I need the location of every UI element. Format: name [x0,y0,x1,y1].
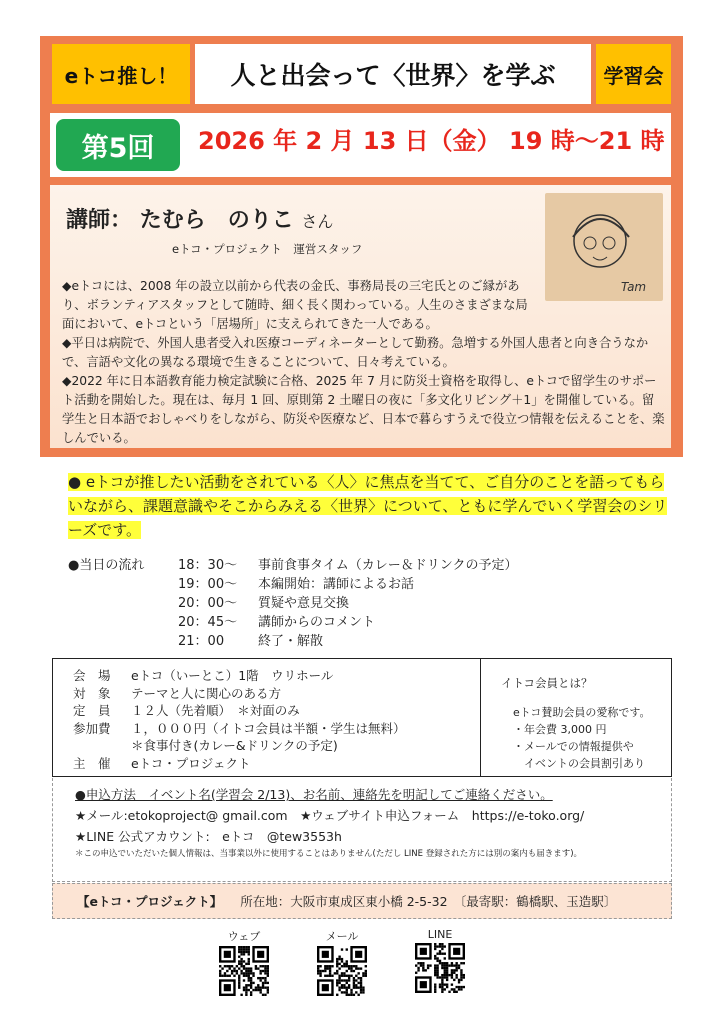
info-value: テーマと人に関心のある方 [131,685,282,701]
info-value: eトコ・プロジェクト [131,755,251,771]
info-key: 定 員 [73,703,111,718]
lecturer-portrait [545,193,663,301]
info-value: ＊食事付き(カレー&ドリンクの予定) [131,738,338,753]
qr-mail[interactable] [312,928,372,996]
footer-address: 所在地：大阪市東成区東小橋 2-5-32 〔最寄駅：鶴橋駅、玉造駅〕 [240,894,617,909]
intro-highlight: ● eトコが推したい活動をされている〈人〉に焦点を当てて、ご自分のことを語ってもらいながら、課題意識やそこからみえる〈世界〉について、ともに学んでいく学習会のシリーズです。 [68,473,668,539]
bio-paragraph: ◆eトコには、2008 年の設立以前から代表の金氏、事務局長の三宅氏とのご縁があり、ボランティアスタッフとして随時、細く長く関わっている。人生のさまざまな局面において、eトコという「居場所」に支えられてきた一人である。 [62,279,528,331]
event-date: 2026 年 2 月 13 日（金） 19 時～21 時 [198,127,665,155]
qr-code-icon [415,943,465,993]
bio-paragraph: ◆2022 年に日本語教育能力検定試験に合格、2025 年 7 月に防災士資格を取得し、eトコで留学生のサポート活動を開始した。現在は、毎月 1 回、原則第 2 土曜日の夜に「多文化リビング＋1」を開催している。留学生と日本語でおしゃべりをしながら、防災や医療など、日本で暮らすうえで役立つ情報を伝えることを、楽しんでいる。 [62,374,665,445]
event-title: 人と出会って〈世界〉を学ぶ [195,44,591,104]
schedule-time: 18：30～ [178,558,238,573]
event-type: 学習会 [596,44,671,104]
info-key [73,737,131,755]
schedule-text: 講師からのコメント [258,615,376,630]
info-key: 主 催 [73,755,111,771]
schedule-time: 20：45～ [178,615,238,630]
qr-web[interactable] [214,928,274,996]
schedule-time: 19：00～ [178,577,238,592]
qr-label: ウェブ [227,930,261,943]
member-line: eトコ賛助会員の愛称です。 [513,706,651,719]
info-key: 対 象 [73,685,111,701]
member-line: ・メールでの情報提供や [513,740,634,753]
info-value: １，０００円（イトコ会員は半額・学生は無料） [131,720,406,736]
qr-label: LINE [427,928,453,941]
info-value: eトコ（いーとこ）1階 ウリホール [131,668,334,683]
apply-heading: ●申込方法 イベント名(学習会 2/13)、お名前、連絡先を明記してご連絡ください。 [75,787,553,802]
schedule-text: 本編開始：講師によるお話 [258,577,415,592]
member-line: ・年会費 3,000 円 [513,723,607,736]
intro-text [68,470,668,542]
tag-label: eトコ推し！ [52,44,190,104]
apply-line[interactable]: ★LINE 公式アカウント: eトコ @tew3553h [75,829,342,844]
application-section [52,778,672,882]
qr-code-icon [317,946,367,996]
lecturer-name: たむら のりこ [139,208,294,233]
privacy-note: ＊この申込でいただいた個人情報は、当事業以外に使用することはありません(ただし LINE 登録された方には別の案内も届きます)。 [75,849,583,859]
schedule-label: ●当日の流れ [68,558,145,573]
qr-label: メール [325,930,359,943]
portrait-signature: Tam [621,280,647,294]
member-line: イベントの会員割引あり [513,757,645,770]
schedule-text: 質疑や意見交換 [258,596,350,611]
schedule [68,556,517,651]
schedule-text: 終了・解散 [258,634,324,649]
lecturer-panel [50,185,671,448]
lecturer-honorific: さん [301,212,334,231]
footer-bar [52,883,672,919]
session-badge: 第5回 [56,119,180,171]
schedule-time: 21：00 [178,634,225,649]
qr-code-icon [219,946,269,996]
event-details [53,659,481,776]
bio-paragraph: ◆平日は病院で、外国人患者受入れ医療コーディネーターとして勤務。急増する外国人患者と向き合うなかで、言語や文化の異なる環境で生きることについて、日々考えている。 [62,336,649,369]
footer-org: 【eトコ・プロジェクト】 [77,894,223,909]
lecturer-label: 講師： [66,208,133,233]
lecturer-affiliation: eトコ・プロジェクト 運営スタッフ [172,242,363,256]
qr-line[interactable] [410,928,470,993]
date-row [50,113,671,177]
info-key: 参加費 [73,720,111,736]
event-info-box [52,658,672,777]
schedule-time: 20：00～ [178,596,238,611]
info-key: 会 場 [73,668,111,683]
apply-email[interactable]: ★メール:etokoproject@ gmail.com ★ウェブサイト申込フォーム https://e-toko.org/ [75,808,585,823]
schedule-text: 事前食事タイム（カレー＆ドリンクの予定） [258,558,518,573]
info-value: １２人（先着順） ＊対面のみ [131,703,300,718]
member-title: イトコ会員とは？ [501,676,593,690]
member-info [481,659,650,776]
